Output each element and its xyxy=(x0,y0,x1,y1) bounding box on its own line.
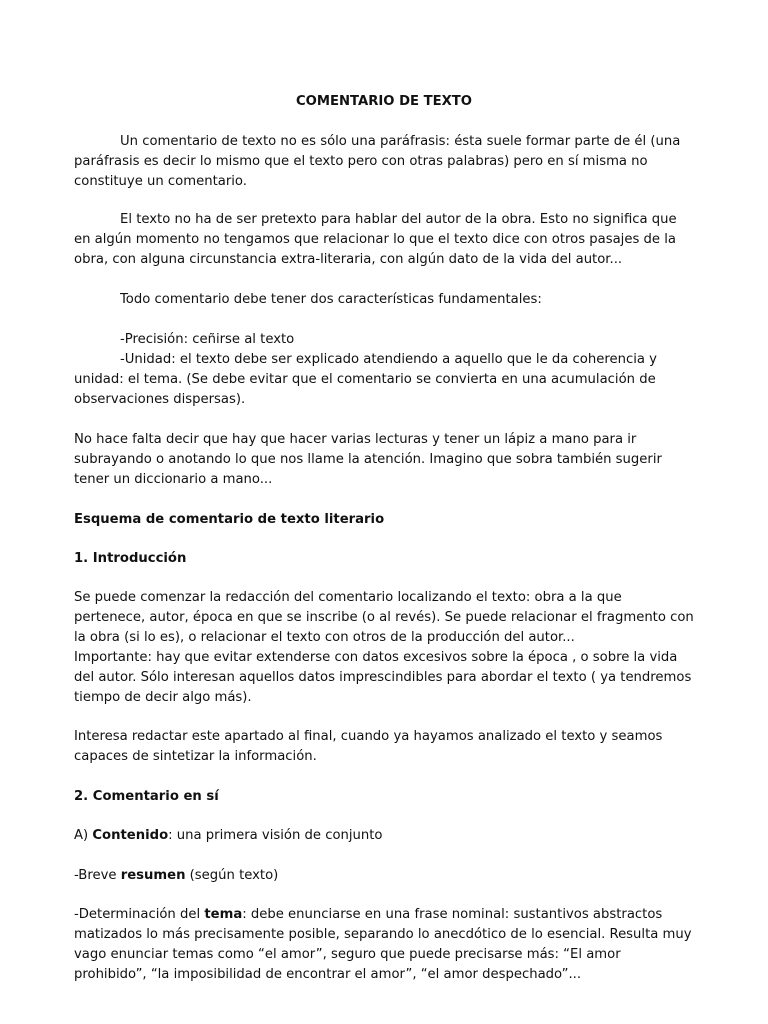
heading-esquema: Esquema de comentario de texto literario xyxy=(74,512,385,527)
paragraph-importante: Importante: hay que evitar extenderse con datos excesivos sobre la época , o sobre la vida del autor. Sólo interesan aquellos datos imprescindibles para abordar el texto ( ya tendremos tiempo de decir algo más). xyxy=(74,650,692,705)
item-unidad: -Unidad: el texto debe ser explicado atendiendo a aquello que le da coherencia y unidad: el tema. (Se debe evitar que el comentario se convierta en una acumulación de observaciones dispersas). xyxy=(74,352,657,407)
heading-introduccion: 1. Introducción xyxy=(74,551,187,566)
item-contenido-term: Contenido xyxy=(92,828,169,843)
item-resumen-prefix: -Breve xyxy=(74,868,121,883)
paragraph-intro: Un comentario de texto no es sólo una paráfrasis: ésta suele formar parte de él (una paráfrasis es decir lo mismo que el texto pero con otras palabras) pero en sí misma no constituye un comentario. xyxy=(74,134,681,189)
paragraph-interesa: Interesa redactar este apartado al final, cuando ya hayamos analizado el texto y seamos capaces de sintetizar la información. xyxy=(74,729,663,764)
paragraph-lecturas: No hace falta decir que hay que hacer varias lecturas y tener un lápiz a mano para ir subrayando o anotando lo que nos llame la atención. Imagino que sobra también sugerir tener un diccionario a mano... xyxy=(74,432,662,487)
heading-comentario: 2. Comentario en sí xyxy=(74,789,219,804)
item-contenido xyxy=(74,826,694,846)
paragraph-localizar: Se puede comenzar la redacción del comentario localizando el texto: obra a la que pertenece, autor, época en que se inscribe (o al revés). Se puede relacionar el fragmento con la obra (si lo es), o relacionar el texto con otros de la producción del autor... xyxy=(74,590,694,645)
item-resumen-text: (según texto) xyxy=(185,868,279,883)
item-contenido-prefix: A) xyxy=(74,828,93,843)
item-tema-term: tema xyxy=(204,907,243,922)
paragraph-pretexto: El texto no ha de ser pretexto para hablar del autor de la obra. Esto no significa que en algún momento no tengamos que relacionar lo que el texto dice con otros pasajes de la obra, con alguna circunstancia extra-literaria, con algún dato de la vida del autor... xyxy=(74,212,677,267)
item-contenido-text: : una primera visión de conjunto xyxy=(168,828,383,843)
paragraph-caracteristicas: Todo comentario debe tener dos características fundamentales: xyxy=(120,292,542,307)
document-title: COMENTARIO DE TEXTO xyxy=(295,94,473,109)
item-precision: -Precisión: ceñirse al texto xyxy=(120,332,295,347)
item-resumen-term: resumen xyxy=(120,868,186,883)
item-tema-text: : debe enunciarse en una frase nominal: sustantivos abstractos matizados lo más precisamente posible, separando lo anecdótico de lo esencial. Resulta muy vago enunciar temas como “el amor”, seguro que puede precisarse más: “El amor prohibido”, “la imposibilidad de encontrar el amor”, “el amor despechado”... xyxy=(74,907,692,982)
item-tema xyxy=(74,905,694,985)
item-resumen xyxy=(74,866,694,886)
item-tema-prefix: -Determinación del xyxy=(74,907,205,922)
